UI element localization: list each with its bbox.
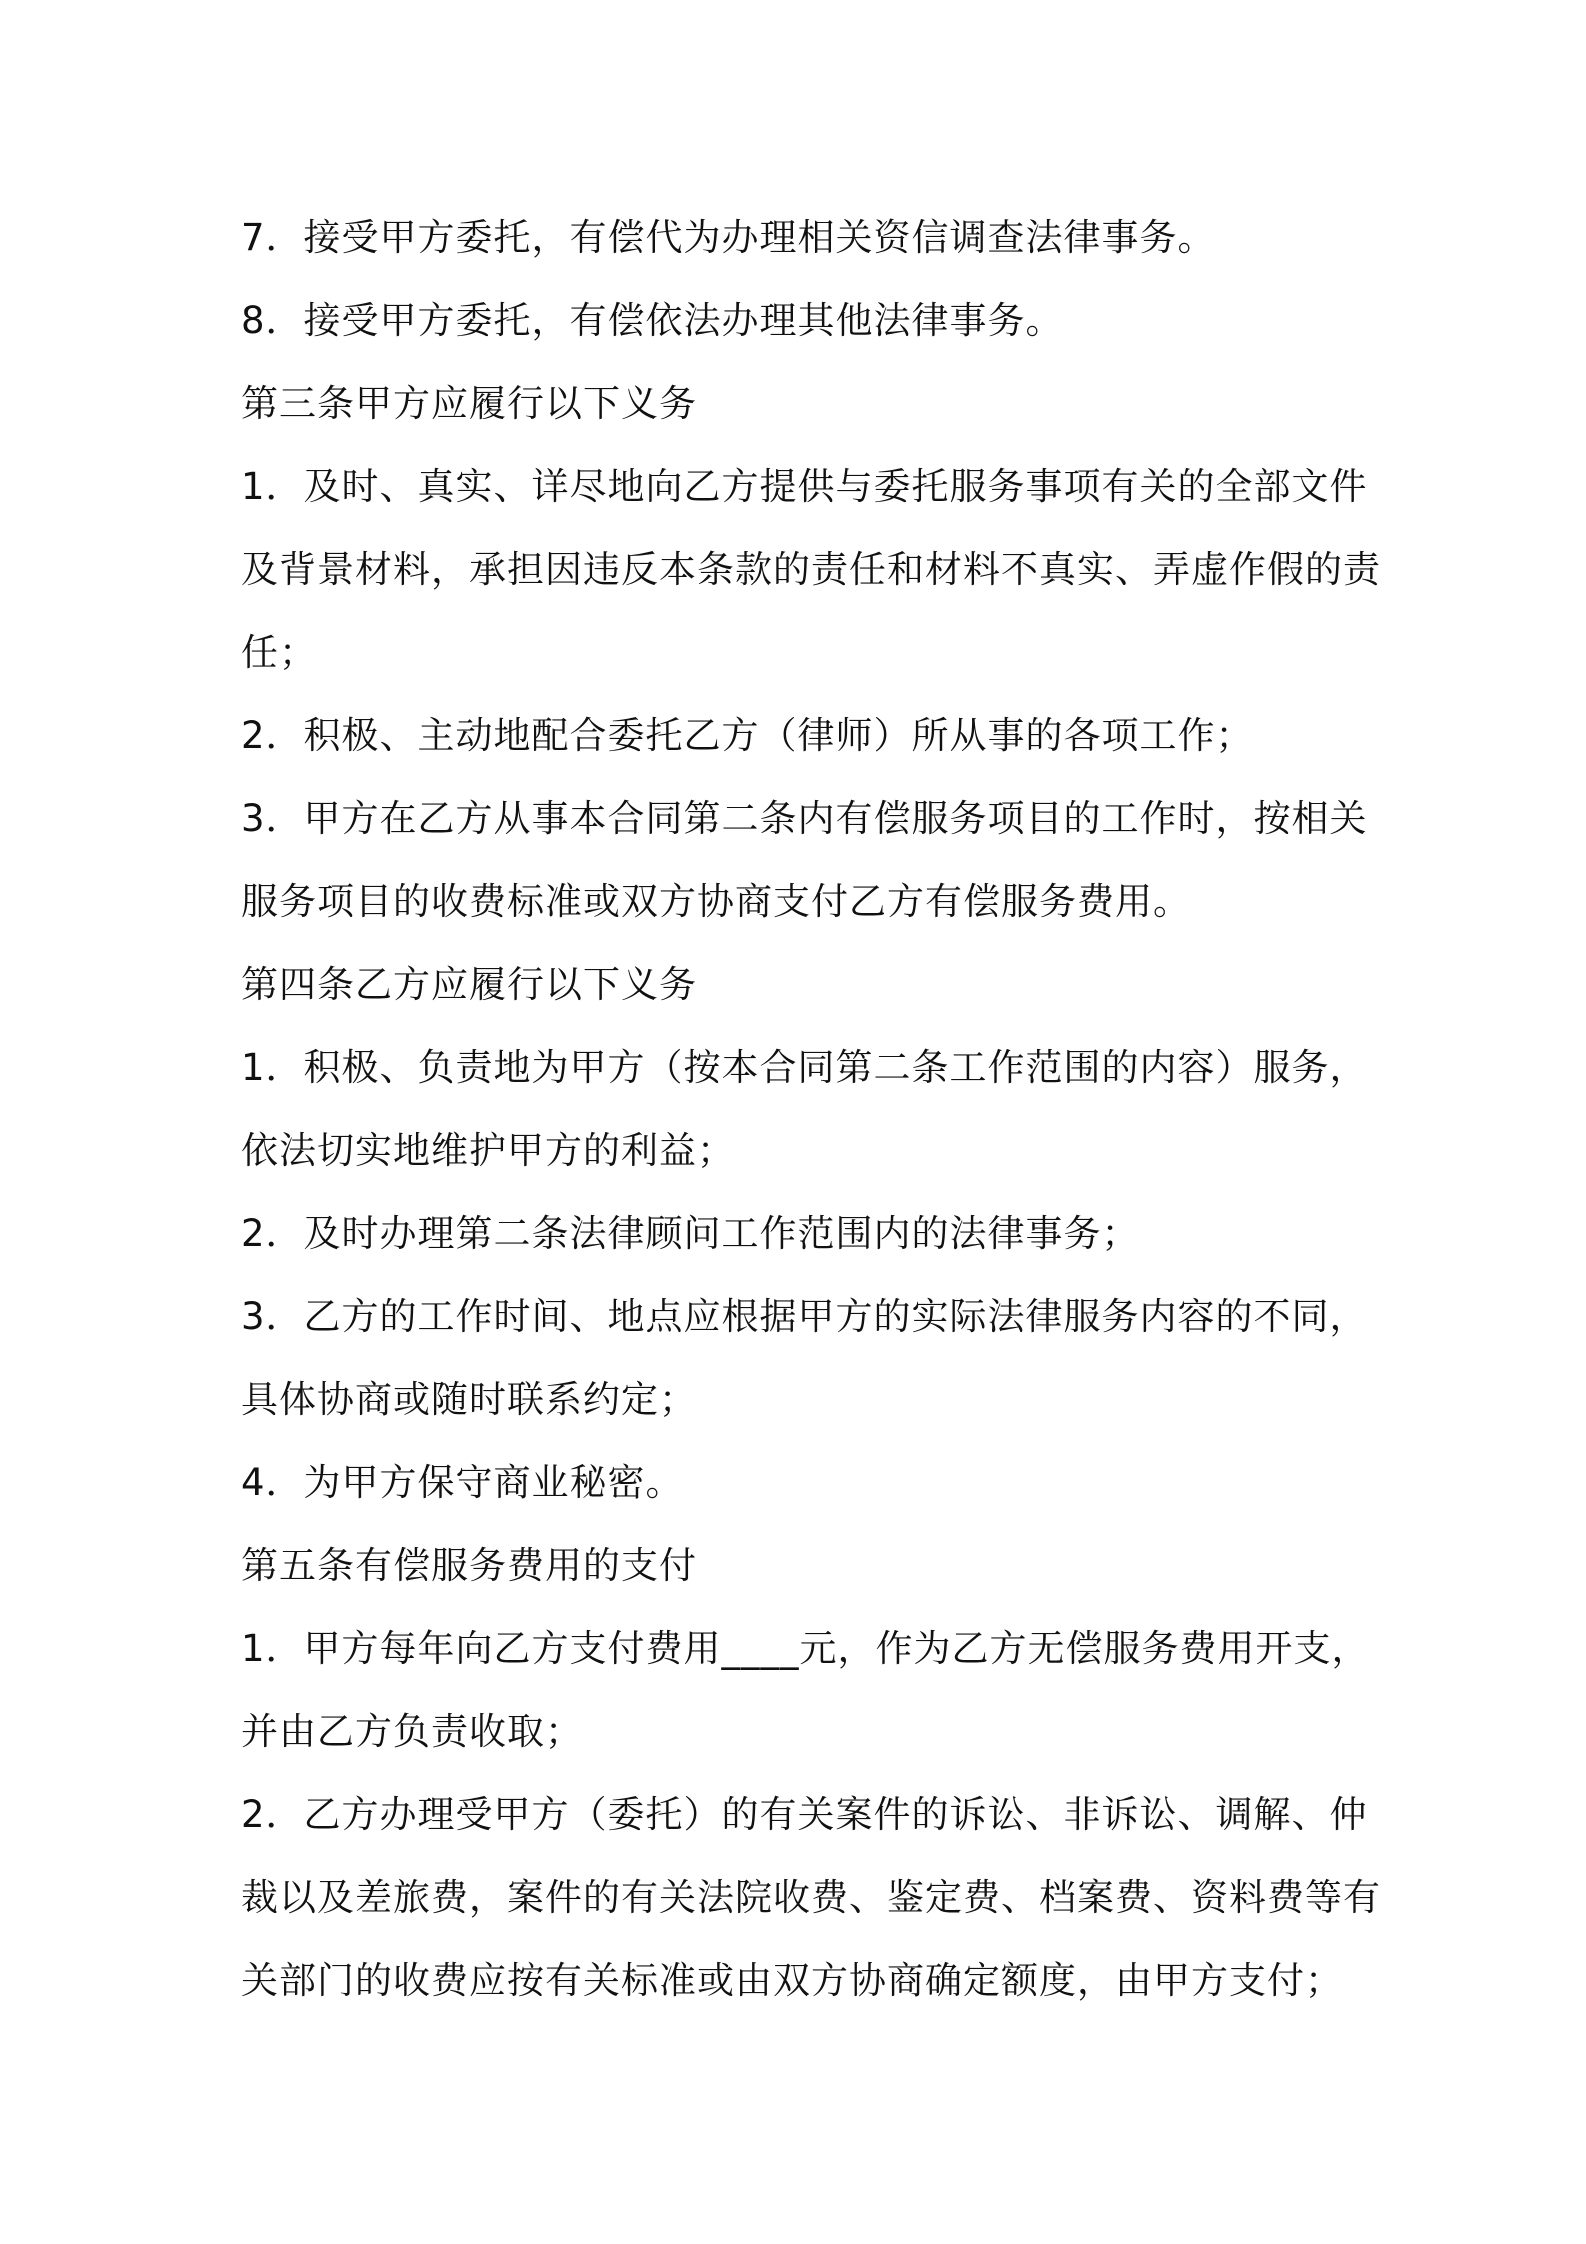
text-line: 2．及时办理第二条法律顾问工作范围内的法律事务； — [241, 1212, 1140, 1255]
text-line: 裁以及差旅费，案件的有关法院收费、鉴定费、档案费、资料费等有 — [241, 1876, 1381, 1919]
text-line: 并由乙方负责收取； — [241, 1710, 583, 1753]
document-body — [241, 196, 1381, 2022]
text-line: 2．积极、主动地配合委托乙方（律师）所从事的各项工作； — [241, 714, 1254, 757]
text-line: 3．甲方在乙方从事本合同第二条内有偿服务项目的工作时，按相关 — [241, 797, 1368, 840]
text-line-item-8: 8．接受甲方委托，有偿依法办理其他法律事务。 — [241, 299, 1064, 342]
text-line: 服务项目的收费标准或双方协商支付乙方有偿服务费用。 — [241, 880, 1191, 923]
text-line: 2．乙方办理受甲方（委托）的有关案件的诉讼、非诉讼、调解、仲 — [241, 1793, 1368, 1836]
text-line: 1．积极、负责地为甲方（按本合同第二条工作范围的内容）服务， — [241, 1046, 1368, 1089]
article-4-heading: 第四条乙方应履行以下义务 — [241, 963, 697, 1006]
text-line: 关部门的收费应按有关标准或由双方协商确定额度，由甲方支付； — [241, 1959, 1343, 2002]
text-line: 1．甲方每年向乙方支付费用____元，作为乙方无偿服务费用开支， — [241, 1627, 1370, 1670]
article-5-heading: 第五条有偿服务费用的支付 — [241, 1544, 697, 1587]
text-line: 具体协商或随时联系约定； — [241, 1378, 697, 1421]
text-line: 依法切实地维护甲方的利益； — [241, 1129, 735, 1172]
text-line: 任； — [241, 631, 317, 674]
text-line-item-7: 7．接受甲方委托，有偿代为办理相关资信调查法律事务。 — [241, 216, 1216, 259]
text-line: 及背景材料，承担因违反本条款的责任和材料不真实、弄虚作假的责 — [241, 548, 1381, 591]
text-line: 4．为甲方保守商业秘密。 — [241, 1461, 684, 1504]
text-line: 1．及时、真实、详尽地向乙方提供与委托服务事项有关的全部文件 — [241, 465, 1368, 508]
article-3-heading: 第三条甲方应履行以下义务 — [241, 382, 697, 425]
text-line: 3．乙方的工作时间、地点应根据甲方的实际法律服务内容的不同， — [241, 1295, 1368, 1338]
